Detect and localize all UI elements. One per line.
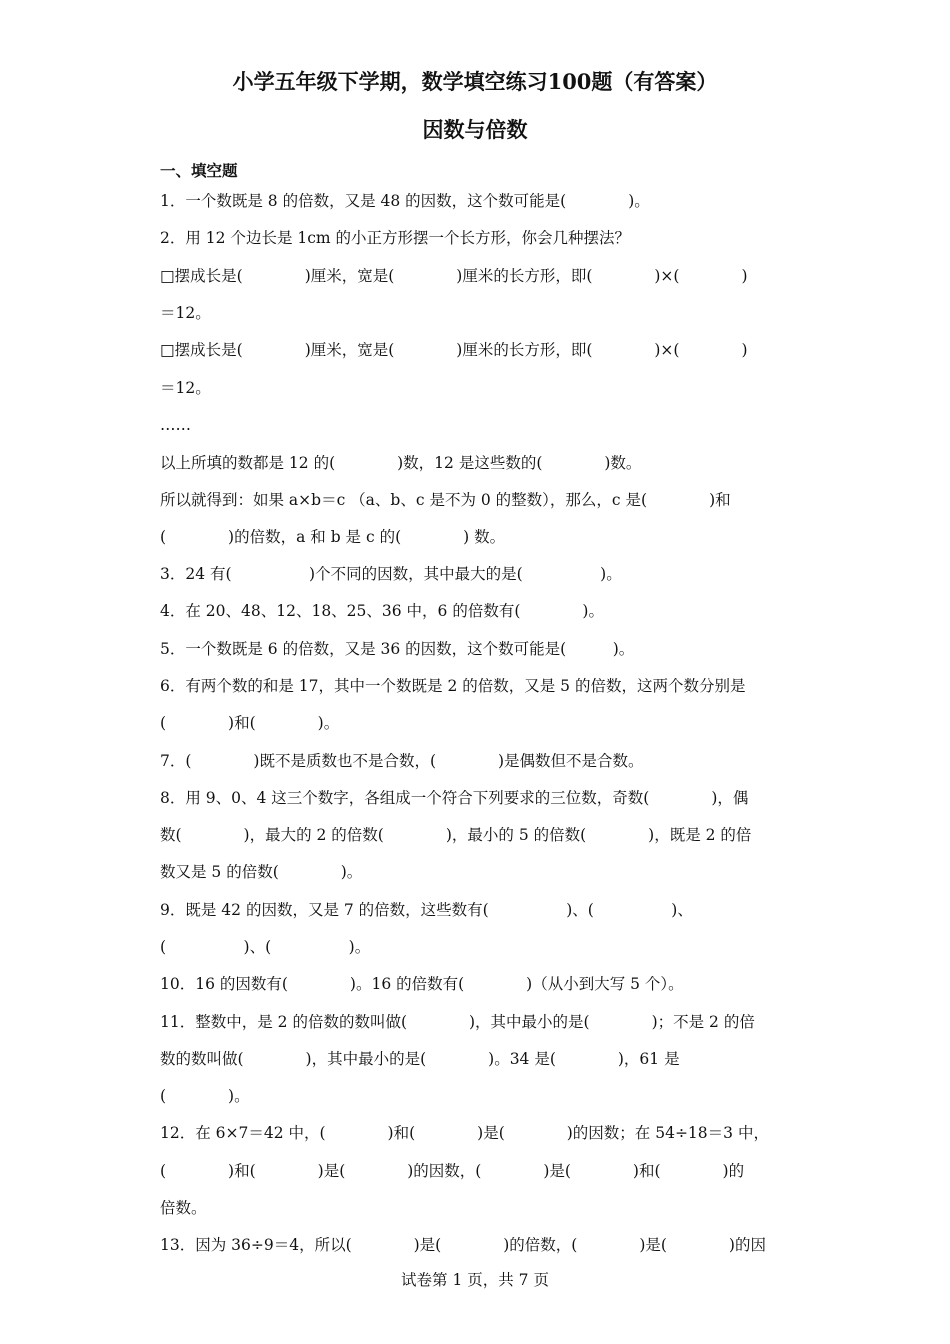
question-line: 数又是 5 的倍数( )。 bbox=[160, 863, 363, 881]
question-line: 11．整数中，是 2 的倍数的数叫做( )，其中最小的是( )；不是 2 的倍 bbox=[160, 1013, 755, 1031]
question-line: 12．在 6×7＝42 中，( )和( )是( )的因数；在 54÷18＝3 中， bbox=[160, 1124, 769, 1142]
question-line: 4．在 20、48、12、18、25、36 中，6 的倍数有( )。 bbox=[160, 602, 604, 620]
question-line: ( )的倍数，a 和 b 是 c 的( ) 数。 bbox=[160, 528, 506, 546]
question-line: □摆成长是( )厘米，宽是( )厘米的长方形，即( )×( ) bbox=[160, 267, 748, 285]
question-line: 10．16 的因数有( )。16 的倍数有( )（从小到大写 5 个）。 bbox=[160, 975, 684, 993]
question-line: 数( )，最大的 2 的倍数( )，最小的 5 的倍数( )，既是 2 的倍 bbox=[160, 826, 752, 844]
page-subtitle: 因数与倍数 bbox=[422, 117, 528, 142]
page-title: 小学五年级下学期，数学填空练习100题（有答案） bbox=[232, 69, 718, 94]
question-line: ＝12。 bbox=[160, 379, 211, 397]
question-line: ( )。 bbox=[160, 1087, 250, 1105]
question-line: ( )和( )是( )的因数，( )是( )和( )的 bbox=[160, 1162, 745, 1180]
question-line: 1．一个数既是 8 的倍数，又是 48 的因数，这个数可能是( )。 bbox=[160, 192, 650, 210]
question-line: ( )和( )。 bbox=[160, 714, 340, 732]
question-line: 3．24 有( )个不同的因数，其中最大的是( )。 bbox=[160, 565, 622, 583]
question-line: □摆成长是( )厘米，宽是( )厘米的长方形，即( )×( ) bbox=[160, 341, 748, 359]
question-line: 13．因为 36÷9＝4，所以( )是( )的倍数，( )是( )的因 bbox=[160, 1236, 766, 1254]
question-line: 数的数叫做( )，其中最小的是( )。34 是( )，61 是 bbox=[160, 1050, 680, 1068]
question-line: 以上所填的数都是 12 的( )数，12 是这些数的( )数。 bbox=[160, 454, 642, 472]
question-line: 8．用 9、0、4 这三个数字，各组成一个符合下列要求的三位数，奇数( )，偶 bbox=[160, 789, 749, 807]
question-line: 7．( )既不是质数也不是合数，( )是偶数但不是合数。 bbox=[160, 752, 644, 770]
question-line: 倍数。 bbox=[160, 1199, 207, 1217]
question-line: ( )、( )。 bbox=[160, 938, 371, 956]
page-footer: 试卷第 1 页，共 7 页 bbox=[401, 1271, 549, 1289]
question-line: 6．有两个数的和是 17，其中一个数既是 2 的倍数，又是 5 的倍数，这两个数分别是 bbox=[160, 677, 746, 695]
question-line: 9．既是 42 的因数，又是 7 的倍数，这些数有( )、( )、 bbox=[160, 901, 693, 919]
question-line: ＝12。 bbox=[160, 304, 211, 322]
question-line: 2．用 12 个边长是 1cm 的小正方形摆一个长方形，你会几种摆法？ bbox=[160, 229, 631, 247]
question-line: 所以就得到：如果 a×b＝c （a、b、c 是不为 0 的整数），那么，c 是( )和 bbox=[160, 491, 731, 509]
question-line: 5．一个数既是 6 的倍数，又是 36 的因数，这个数可能是( )。 bbox=[160, 640, 635, 658]
section-heading: 一、填空题 bbox=[160, 161, 238, 180]
question-line: …… bbox=[160, 416, 191, 434]
